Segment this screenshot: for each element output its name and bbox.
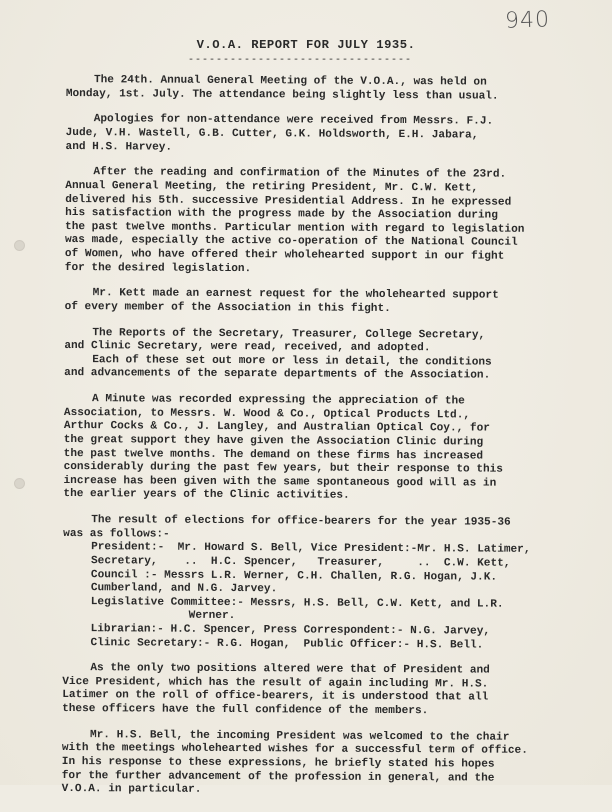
text-line: Apologies for non-attendance were received from Messrs. F.J. [93,113,494,128]
text-line: increase has been given with the same spontaneous good will as in [63,474,497,490]
text-line: Secretary, .. H.C. Spencer, Treasurer, .. C.W. Kett, [90,555,511,570]
text-line: the past twelve months. Particular mention with regard to legislation [65,220,525,236]
title-underline: -------------------------------- [188,55,413,66]
text-line: Each of these set out more or less in detail, the conditions [92,354,492,369]
paragraph [66,113,586,157]
text-line: Mr. Kett made an earnest request for the wholehearted support [92,287,499,302]
text-line: the earlier years of the Clinic activities. [63,488,350,503]
text-line: was as follows:- [63,527,170,541]
text-line: Monday, 1st. July. The attendance being slightly less than usual. [65,87,499,103]
text-line: of every member of the Association in this fight. [64,300,391,315]
text-line: The Reports of the Secretary, Treasurer, College Secretary, [92,326,486,342]
text-line: Werner. [188,610,236,623]
handwritten-page-number: 940 [504,7,551,34]
text-line: After the reading and confirmation of the Minutes of the 23rd. [93,166,507,182]
paragraph [65,287,585,317]
paragraph [66,74,586,104]
punch-hole [14,478,25,489]
text-line: and Clinic Secretary, were read, received, and adopted. [64,340,431,355]
paragraph-elections [62,514,583,653]
text-line: and advancements of the separate departments of the Association. [64,367,491,383]
text-line: Librarian:- H.C. Spencer, Press Correspondent:- N.G. Jarvey, [90,623,491,638]
paragraph [64,327,584,385]
report-title: V.O.A. REPORT FOR JULY 1935. [196,38,416,52]
text-line: considerably during the past few years, but their response to this [63,461,504,476]
text-line: As the only two positions altered were that of President and [90,662,490,677]
text-line: and H.S. Harvey. [65,140,173,154]
paragraph [65,166,586,278]
text-line: Latimer on the roll of office-bearers, it is understood that all [62,689,489,705]
text-line: the past twelve months. The demand on these firms has increased [63,447,484,463]
text-line: his satisfaction with the progress made by the Association during [65,207,498,222]
text-line: Vice President, which has the result of again including Mr. H.S. [62,675,489,691]
text-line: Mr. H.S. Bell, the incoming President was welcomed to the chair [89,729,510,744]
text-line: In his response to these expressions, he briefly stated his hopes [61,756,495,771]
text-line: the great support they have given the Association Clinic during [63,433,484,449]
text-line: V.O.A. in particular. [61,783,202,797]
paragraph [62,729,582,800]
paragraph [63,393,584,505]
text-line: delivered his 5th. successive Presidential Address. In he expressed [65,193,512,209]
text-line: The result of elections for office-bearers for the year 1935-36 [91,514,511,529]
paragraph [62,662,582,720]
text-line: Association, to Messrs. W. Wood & Co., Optical Products Ltd., [63,406,471,422]
text-line: for the further advancement of the profession in general, and the [61,769,495,785]
text-line: Cumberland, and N.G. Jarvey. [90,582,278,596]
text-line: Clinic Secretary:- R.G. Hogan, Public Officer:- H.S. Bell. [90,636,484,652]
text-line: Arthur Cocks & Co., J. Langley, and Australian Optical Coy., for [63,420,490,436]
punch-hole [14,240,25,251]
text-line: Council :- Messrs L.R. Werner, C.H. Challen, R.G. Hogan, J.K. [90,568,498,584]
text-line: The 24th. Annual General Meeting of the V.O.A., was held on [93,74,487,89]
text-line: with the meetings wholehearted wishes for a successful term of office. [61,742,528,758]
text-line: President:- Mr. Howard S. Bell, Vice President:-Mr. H.S. Latimer, [91,541,531,557]
report-body [62,74,586,812]
text-line: A Minute was recorded expressing the appreciation of the [91,393,465,408]
text-line: Jude, V.H. Wastell, G.B. Cutter, G.K. Holdsworth, E.H. Jabara, [65,126,479,142]
text-line: for the desired legislation. [64,261,252,275]
text-line: Annual General Meeting, the retiring President, Mr. C.W. Kett, [65,179,479,195]
text-line: of Women, who have offered their wholehearted support in our fight [64,247,505,263]
text-line: was made, especially the active co-operation of the National Council [64,234,518,250]
text-line: these officers have the full confidence of the members. [62,703,429,718]
text-line: Legislative Committee:- Messrs, H.S. Bell, C.W. Kett, and L.R. [90,595,504,611]
